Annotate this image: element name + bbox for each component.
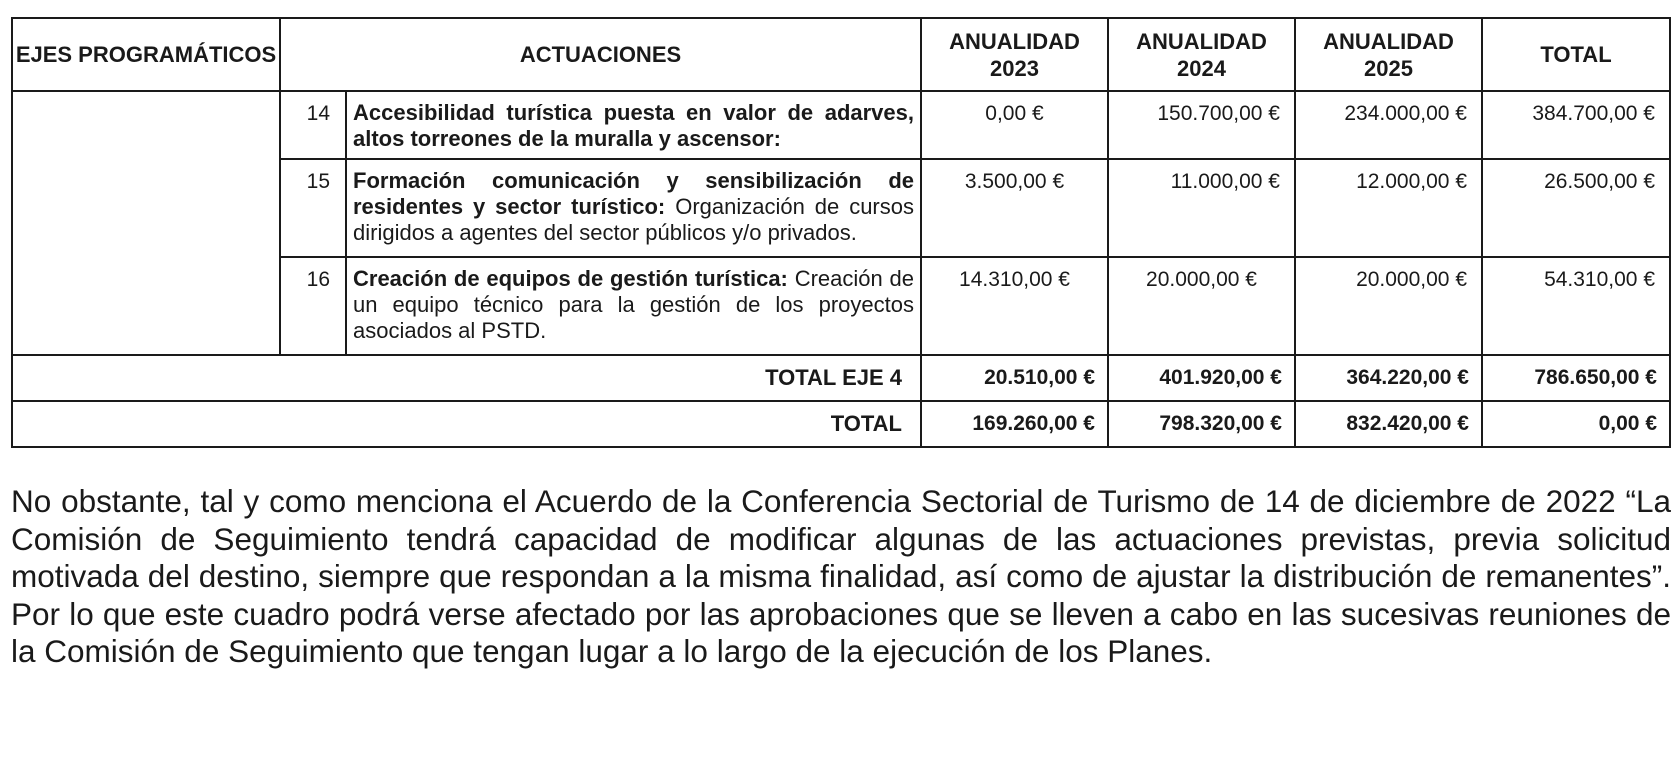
- amount-total: 26.500,00 €: [1482, 159, 1670, 257]
- total-eje-2025: 364.220,00 €: [1295, 355, 1482, 401]
- header-row: [12, 18, 1670, 91]
- total-eje-row: [12, 355, 1670, 401]
- amount-2023: 3.500,00 €: [921, 159, 1108, 257]
- row-number: 16: [280, 257, 346, 355]
- row-detail: Organización de cursos dirigidos a agentes del sector públicos y/o privados.: [353, 194, 914, 245]
- row-number: 14: [280, 91, 346, 159]
- row-title: Formación comunicación y sensibilización de residentes y sector turístico:: [353, 168, 914, 219]
- amount-2025: 20.000,00 €: [1295, 257, 1482, 355]
- header-2023: ANUALIDAD 2023: [921, 18, 1108, 91]
- grand-total-2025: 832.420,00 €: [1295, 401, 1482, 447]
- grand-total-total: 0,00 €: [1482, 401, 1670, 447]
- amount-2025: 234.000,00 €: [1295, 91, 1482, 159]
- grand-total-2024: 798.320,00 €: [1108, 401, 1295, 447]
- header-ejes: EJES PROGRAMÁTICOS: [12, 18, 280, 91]
- header-actuaciones: ACTUACIONES: [280, 18, 921, 91]
- total-eje-label: TOTAL EJE 4: [12, 355, 921, 401]
- budget-table: [11, 17, 1671, 448]
- amount-total: 384.700,00 €: [1482, 91, 1670, 159]
- row-title: Accesibilidad turística puesta en valor de adarves, altos torreones de la muralla y ascensor:: [353, 100, 914, 151]
- row-detail: Creación de un equipo técnico para la gestión de los proyectos asociados al PSTD.: [353, 266, 914, 343]
- header-2025: ANUALIDAD 2025: [1295, 18, 1482, 91]
- header-2024: ANUALIDAD 2024: [1108, 18, 1295, 91]
- total-eje-2023: 20.510,00 €: [921, 355, 1108, 401]
- total-eje-total: 786.650,00 €: [1482, 355, 1670, 401]
- row-description: [346, 257, 921, 355]
- table-row: [12, 91, 1670, 159]
- grand-total-row: [12, 401, 1670, 447]
- body-paragraph: No obstante, tal y como menciona el Acuerdo de la Conferencia Sectorial de Turismo de 14 de diciembre de 2022 “La Comisión de Seguimiento tendrá capacidad de modificar algunas de las actuaciones previstas, previa solicitud motivada del destino, siempre que respondan a la misma finalidad, así como de ajustar la distribución de remanentes”. Por lo que este cuadro podrá verse afectado por las aprobaciones que se lleven a cabo en las sucesivas reuniones de la Comisión de Seguimiento que tengan lugar a lo largo de la ejecución de los Planes.: [11, 483, 1671, 669]
- amount-2025: 12.000,00 €: [1295, 159, 1482, 257]
- row-title: Creación de equipos de gestión turística:: [353, 266, 788, 291]
- grand-total-2023: 169.260,00 €: [921, 401, 1108, 447]
- row-description: [346, 91, 921, 159]
- amount-total: 54.310,00 €: [1482, 257, 1670, 355]
- amount-2023: 0,00 €: [921, 91, 1108, 159]
- amount-2024: 11.000,00 €: [1108, 159, 1295, 257]
- ejes-cell: [12, 91, 280, 355]
- header-total: TOTAL: [1482, 18, 1670, 91]
- grand-total-label: TOTAL: [12, 401, 921, 447]
- amount-2024: 150.700,00 €: [1108, 91, 1295, 159]
- row-description: [346, 159, 921, 257]
- row-number: 15: [280, 159, 346, 257]
- amount-2023: 14.310,00 €: [921, 257, 1108, 355]
- amount-2024: 20.000,00 €: [1108, 257, 1295, 355]
- total-eje-2024: 401.920,00 €: [1108, 355, 1295, 401]
